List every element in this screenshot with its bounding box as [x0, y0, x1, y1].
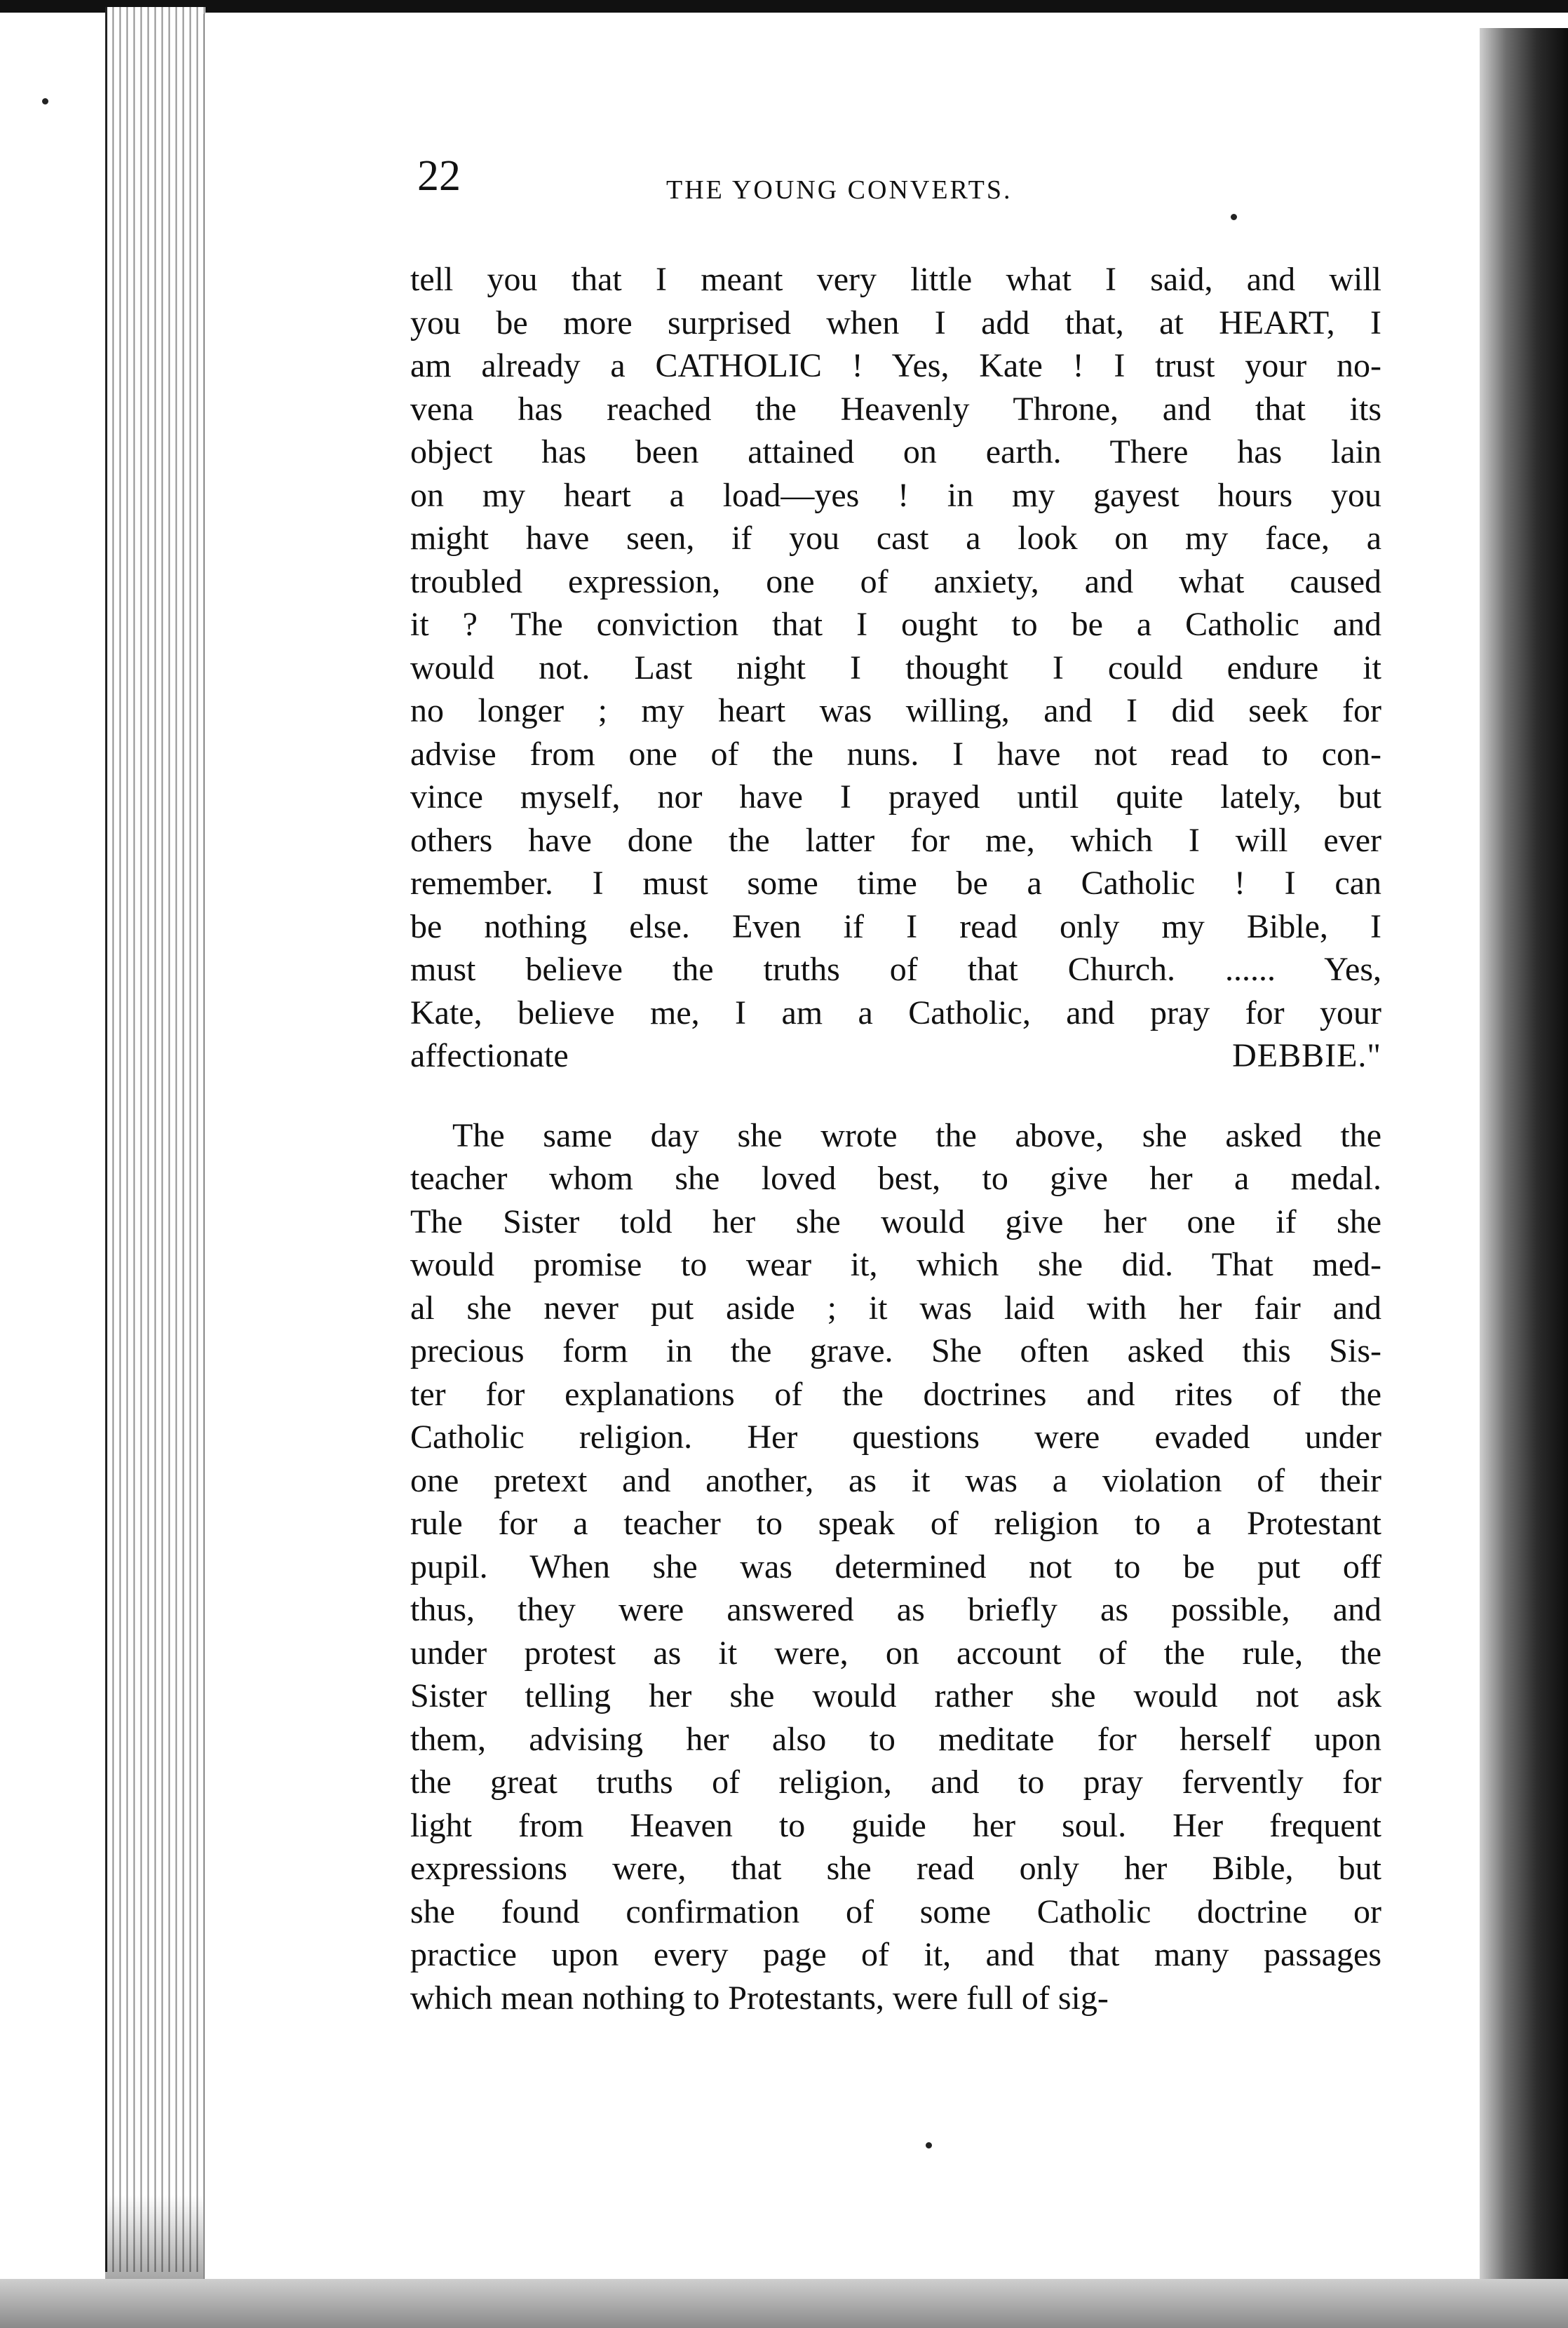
narrative-paragraph — [410, 1114, 1381, 2020]
letter-line: tell you that I meant very little what I said, and will — [410, 261, 1381, 298]
letter-line: am already a CATHOLIC ! Yes, Kate ! I trust your no- — [410, 347, 1381, 384]
letter-line: vince myself, nor have I prayed until quite lately, but — [410, 778, 1381, 816]
letter-line: troubled expression, one of anxiety, and what caused — [410, 562, 1381, 600]
stray-ink-mark — [42, 98, 48, 104]
scan-bottom-border — [0, 2279, 1568, 2328]
letter-signature: DEBBIE." — [1232, 1037, 1381, 1074]
letter-line: Kate, believe me, I am a Catholic, and pray for your — [410, 994, 1381, 1031]
page-number: 22 — [417, 152, 461, 200]
paragraph-line: expressions were, that she read only her Bible, but — [410, 1850, 1381, 1887]
paragraph-line: teacher whom she loved best, to give her a medal. — [410, 1160, 1381, 1197]
letter-line: you be more surprised when I add that, at HEART, I — [410, 304, 1381, 341]
paragraph-line: pupil. When she was determined not to be put off — [410, 1548, 1381, 1585]
letter-line: others have done the latter for me, which I will ever — [410, 821, 1381, 859]
letter-line: advise from one of the nuns. I have not read to con- — [410, 735, 1381, 773]
paragraph-line: which mean nothing to Protestants, were full of sig- — [410, 1979, 1109, 2017]
stacked-page-edges — [105, 7, 205, 2272]
signature-line — [410, 1034, 1381, 1078]
letter-line: remember. I must some time be a Catholic ! I can — [410, 865, 1381, 902]
letter-line: vena has reached the Heavenly Throne, and that its — [410, 390, 1381, 428]
paragraph-line: light from Heaven to guide her soul. Her frequent — [410, 1806, 1381, 1844]
paragraph-line: practice upon every page of it, and that many passages — [410, 1936, 1381, 1973]
letter-line: might have seen, if you cast a look on my face, a — [410, 520, 1381, 557]
paragraph-line: rule for a teacher to speak of religion to a Protestant — [410, 1505, 1381, 1542]
running-head: THE YOUNG CONVERTS. — [666, 175, 1013, 205]
stray-ink-mark — [926, 2142, 932, 2148]
paragraph-line: the great truths of religion, and to pray fervently for — [410, 1764, 1381, 1801]
paragraph-line: thus, they were answered as briefly as possible, and — [410, 1591, 1381, 1628]
paragraph-line: The same day she wrote the above, she asked the — [452, 1116, 1381, 1154]
letter-line: on my heart a load—yes ! in my gayest hours you — [410, 476, 1381, 514]
letter-line: be nothing else. Even if I read only my Bible, I — [410, 907, 1381, 945]
paragraph-line: one pretext and another, as it was a violation of their — [410, 1461, 1381, 1499]
letter-line: no longer ; my heart was willing, and I did seek for — [410, 692, 1381, 729]
letter-closing: affectionate — [410, 1037, 569, 1074]
scan-top-border — [0, 0, 1568, 13]
binding-shadow — [1480, 28, 1568, 2286]
paragraph-line: Sister telling her she would rather she would not ask — [410, 1677, 1381, 1714]
letter-line: it ? The conviction that I ought to be a Catholic and — [410, 606, 1381, 643]
paragraph-line: she found confirmation of some Catholic doctrine or — [410, 1893, 1381, 1930]
stray-ink-mark — [1231, 214, 1237, 220]
paragraph-line: The Sister told her she would give her one if she — [410, 1203, 1381, 1240]
paragraph-line: under protest as it were, on account of the rule, the — [410, 1634, 1381, 1672]
body-text — [410, 258, 1381, 2019]
paragraph-line: ter for explanations of the doctrines and rites of the — [410, 1375, 1381, 1413]
paragraph-line: al she never put aside ; it was laid with her fair and — [410, 1289, 1381, 1327]
letter-text — [410, 258, 1381, 1034]
letter-line: would not. Last night I thought I could endure it — [410, 649, 1381, 686]
paragraph-gap — [410, 1078, 1381, 1114]
paragraph-line: would promise to wear it, which she did. That med- — [410, 1246, 1381, 1283]
paragraph-line: them, advising her also to meditate for herself upon — [410, 1720, 1381, 1758]
paragraph-line: precious form in the grave. She often asked this Sis- — [410, 1332, 1381, 1369]
letter-line: object has been attained on earth. There has lain — [410, 433, 1381, 471]
paragraph-line: Catholic religion. Her questions were evaded under — [410, 1419, 1381, 1456]
letter-line: must believe the truths of that Church. ...... Yes, — [410, 951, 1381, 988]
page-edges-shadow — [105, 2195, 210, 2279]
